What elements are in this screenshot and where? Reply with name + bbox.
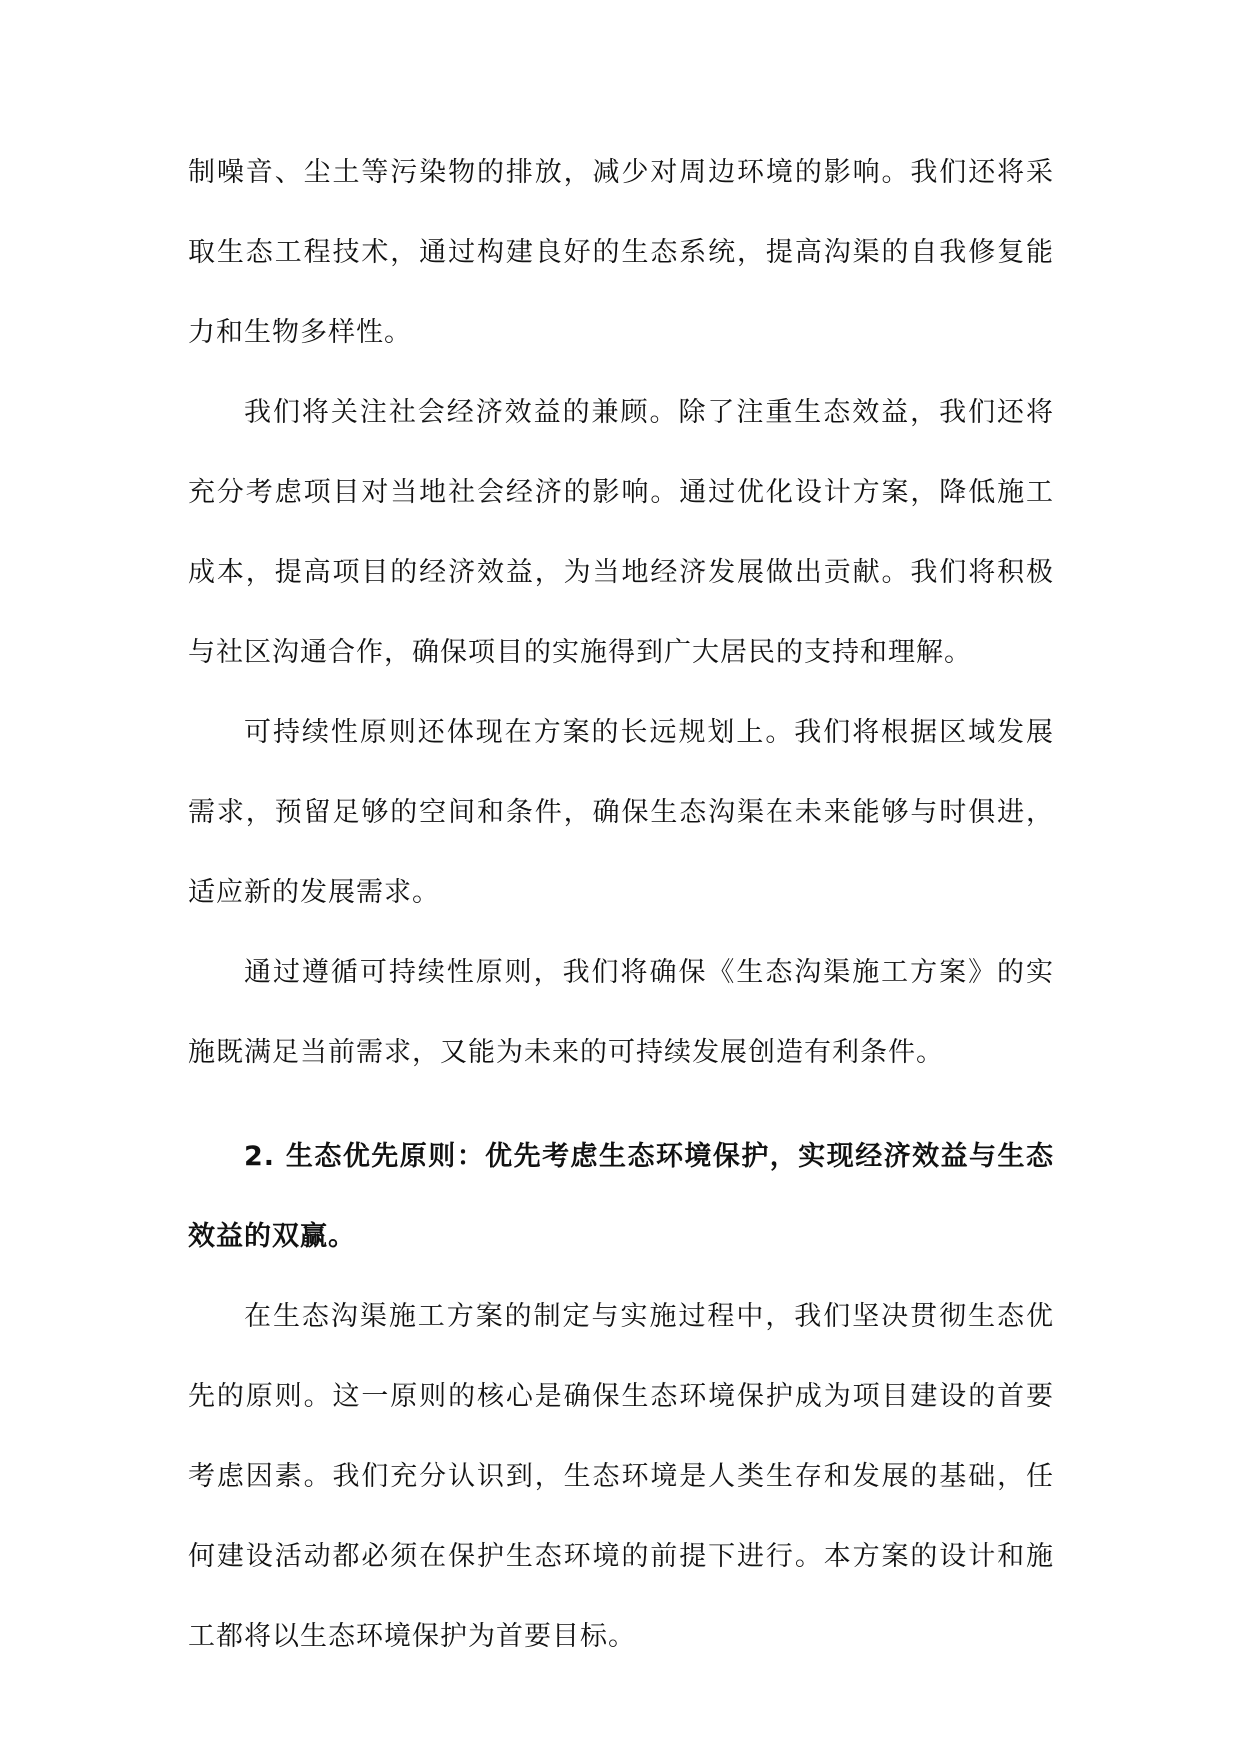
document-body: [188, 133, 1054, 1677]
paragraph-social-economic: 我们将关注社会经济效益的兼顾。除了注重生态效益，我们还将充分考虑项目对当地社会经济的影响。通过优化设计方案，降低施工成本，提高项目的经济效益，为当地经济发展做出贡献。我们将积极与社区沟通合作，确保项目的实施得到广大居民的支持和理解。: [188, 397, 1054, 668]
paragraph-ecology-first: 在生态沟渠施工方案的制定与实施过程中，我们坚决贯彻生态优先的原则。这一原则的核心是确保生态环境保护成为项目建设的首要考虑因素。我们充分认识到，生态环境是人类生存和发展的基础，任何建设活动都必须在保护生态环境的前提下进行。本方案的设计和施工都将以生态环境保护为首要目标。: [188, 1301, 1054, 1652]
paragraph-sustainability-summary: 通过遵循可持续性原则，我们将确保《生态沟渠施工方案》的实施既满足当前需求，又能为未来的可持续发展创造有利条件。: [188, 957, 1054, 1068]
paragraph-continued: 制噪音、尘土等污染物的排放，减少对周边环境的影响。我们还将采取生态工程技术，通过构建良好的生态系统，提高沟渠的自我修复能力和生物多样性。: [188, 157, 1054, 348]
section-heading: 2. 生态优先原则：优先考虑生态环境保护，实现经济效益与生态效益的双赢。: [188, 1141, 1054, 1252]
paragraph-long-term-planning: 可持续性原则还体现在方案的长远规划上。我们将根据区域发展需求，预留足够的空间和条件，确保生态沟渠在未来能够与时俱进，适应新的发展需求。: [188, 717, 1054, 908]
